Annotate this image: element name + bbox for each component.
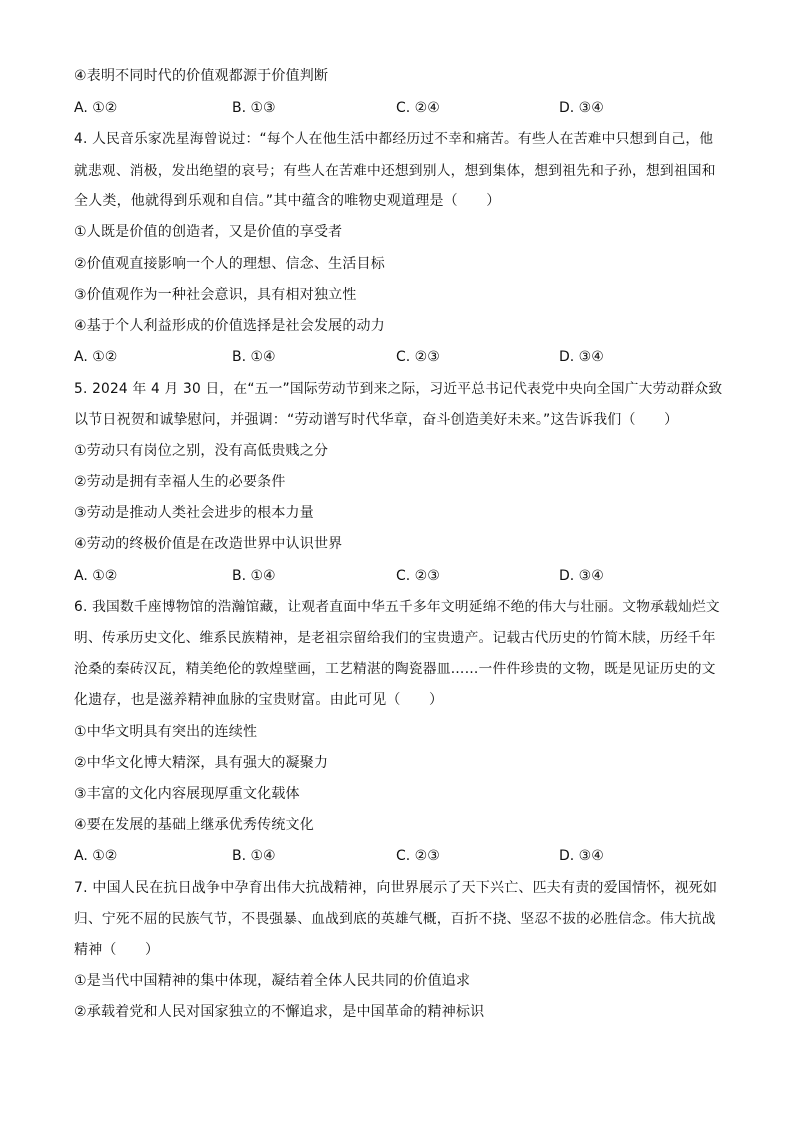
statement-item: ③丰富的文化内容展现厚重文化载体: [74, 786, 300, 802]
question-7-stem: 精神（ ）: [74, 942, 160, 958]
option-b[interactable]: B. ①④: [232, 848, 276, 864]
option-c[interactable]: C. ②③: [396, 568, 440, 584]
statement-item: ②价值观直接影响一个人的理想、信念、生活目标: [74, 256, 385, 272]
question-5-stem: 5. 2024 年 4 月 30 日，在“五一”国际劳动节到来之际，习近平总书记代表党中央向全国广大劳动群众致: [74, 381, 723, 397]
option-a[interactable]: A. ①②: [74, 100, 118, 116]
option-d[interactable]: D. ③④: [559, 568, 604, 584]
option-a[interactable]: A. ①②: [74, 848, 118, 864]
question-7-stem: 归、宁死不屈的民族气节，不畏强暴、血战到底的英雄气概，百折不挠、坚忍不拔的必胜信念。伟大抗战: [74, 911, 716, 927]
answer-options: [74, 846, 724, 866]
statement-item: ④表明不同时代的价值观都源于价值判断: [74, 68, 329, 84]
statement-item: ①中华文明具有突出的连续性: [74, 724, 258, 740]
statement-item: ①劳动只有岗位之别，没有高低贵贱之分: [74, 443, 329, 459]
statement-item: ②劳动是拥有幸福人生的必要条件: [74, 474, 286, 490]
question-4-stem: 4. 人民音乐家冼星海曾说过：“每个人在他生活中都经历过不幸和痛苦。有些人在苦难中只想到自己，他: [74, 131, 714, 147]
statement-item: ④基于个人利益形成的价值选择是社会发展的动力: [74, 318, 385, 334]
question-6-stem: 6. 我国数千座博物馆的浩瀚馆藏，让观者直面中华五千多年文明延绵不绝的伟大与壮丽。文物承载灿烂文: [74, 599, 720, 615]
option-d[interactable]: D. ③④: [559, 848, 604, 864]
question-6-stem: 化遗存，也是滋养精神血脉的宝贵财富。由此可见（ ）: [74, 692, 444, 708]
statement-item: ③劳动是推动人类社会进步的根本力量: [74, 505, 314, 521]
question-4-stem: 全人类，他就得到乐观和自信。”其中蕴含的唯物史观道理是（ ）: [74, 193, 501, 209]
statement-item: ①是当代中国精神的集中体现，凝结着全体人民共同的价值追求: [74, 973, 471, 989]
statement-item: ②承载着党和人民对国家独立的不懈追求，是中国革命的精神标识: [74, 1004, 485, 1020]
question-7-stem: 7. 中国人民在抗日战争中孕育出伟大抗战精神，向世界展示了天下兴亡、匹夫有责的爱国情怀，视死如: [74, 880, 718, 896]
statement-item: ②中华文化博大精深，具有强大的凝聚力: [74, 755, 329, 771]
answer-options: [74, 347, 724, 367]
option-a[interactable]: A. ①②: [74, 349, 118, 365]
statement-item: ④劳动的终极价值是在改造世界中认识世界: [74, 536, 343, 552]
option-c[interactable]: C. ②④: [396, 100, 440, 116]
option-c[interactable]: C. ②③: [396, 848, 440, 864]
statement-item: ③价值观作为一种社会意识，具有相对独立性: [74, 287, 357, 303]
question-4-stem: 就悲观、消极，发出绝望的哀号；有些人在苦难中还想到别人，想到集体，想到祖先和子孙，想到祖国和: [74, 163, 716, 179]
answer-options: [74, 566, 724, 586]
option-b[interactable]: B. ①④: [232, 349, 276, 365]
question-6-stem: 明、传承历史文化、维系民族精神，是老祖宗留给我们的宝贵遗产。记载古代历史的竹简木牍，历经千年: [74, 630, 716, 646]
option-a[interactable]: A. ①②: [74, 568, 118, 584]
statement-item: ④要在发展的基础上继承优秀传统文化: [74, 817, 314, 833]
answer-options: [74, 98, 724, 118]
statement-item: ①人既是价值的创造者，又是价值的享受者: [74, 224, 343, 240]
option-b[interactable]: B. ①③: [232, 100, 276, 116]
option-d[interactable]: D. ③④: [559, 100, 604, 116]
option-c[interactable]: C. ②③: [396, 349, 440, 365]
option-b[interactable]: B. ①④: [232, 568, 276, 584]
question-6-stem: 沧桑的秦砖汉瓦，精美绝伦的敦煌壁画，工艺精湛的陶瓷器皿……一件件珍贵的文物，既是见证历史的文: [74, 661, 716, 677]
option-d[interactable]: D. ③④: [559, 349, 604, 365]
question-5-stem: 以节日祝贺和诚挚慰问，并强调：“劳动谱写时代华章，奋斗创造美好未来。”这告诉我们（ ）: [74, 412, 679, 428]
